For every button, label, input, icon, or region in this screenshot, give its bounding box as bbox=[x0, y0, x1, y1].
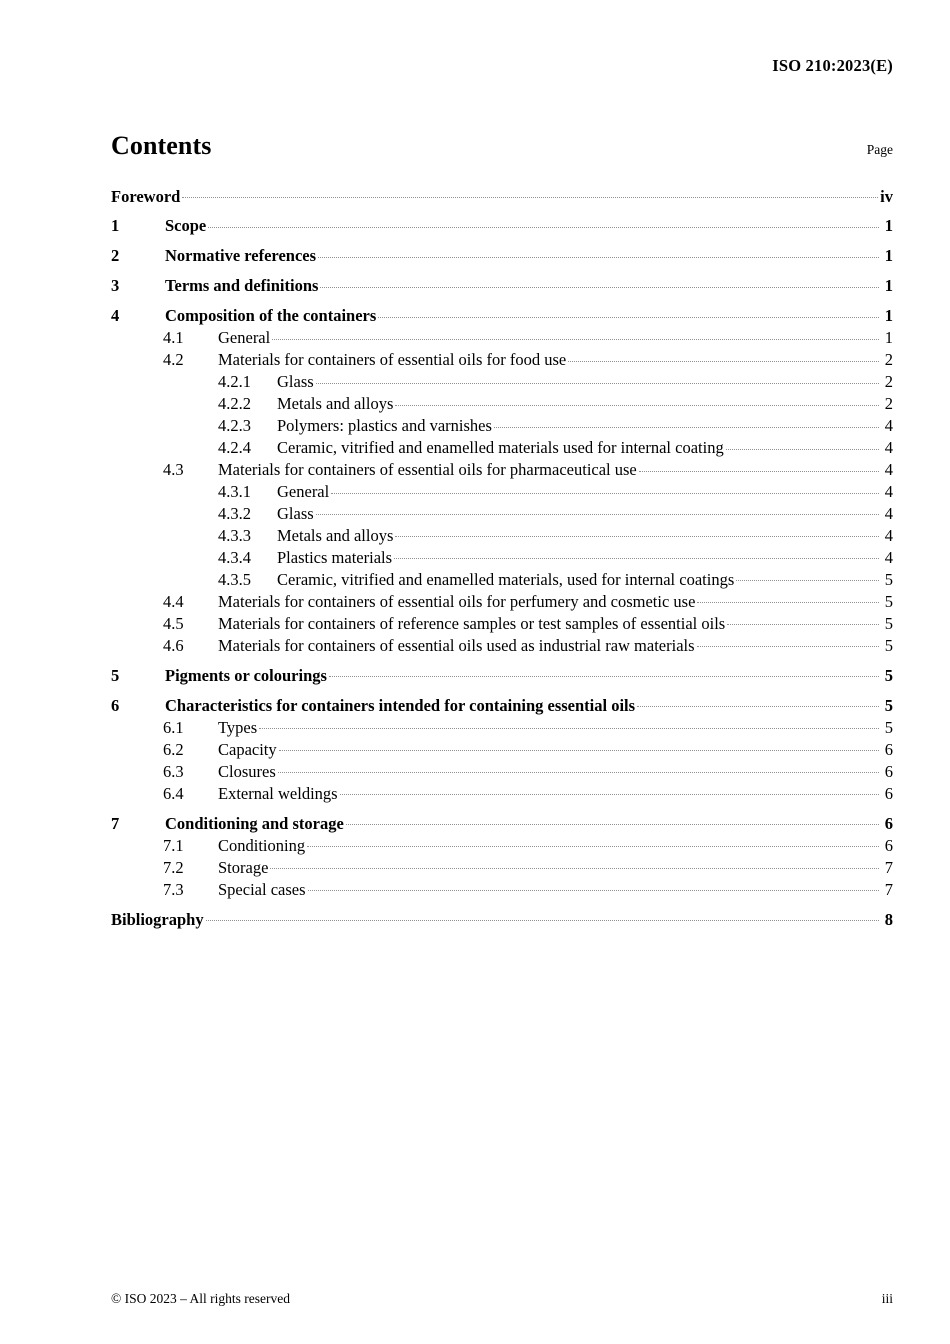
toc-entry-number: 6.3 bbox=[163, 761, 184, 781]
toc-entry[interactable] bbox=[111, 812, 893, 833]
toc-entry-number: 7.1 bbox=[163, 835, 184, 855]
toc-entry[interactable] bbox=[111, 245, 893, 266]
toc-entry[interactable] bbox=[111, 525, 893, 546]
toc-entry[interactable] bbox=[111, 393, 893, 414]
toc-leader-dots bbox=[308, 878, 879, 895]
toc-leader-dots bbox=[272, 327, 879, 344]
toc-entry[interactable] bbox=[111, 415, 893, 436]
toc-entry-number: 6.1 bbox=[163, 717, 184, 737]
toc-leader-dots bbox=[378, 305, 879, 322]
toc-entry-number: 4 bbox=[111, 306, 120, 326]
toc-leader-dots bbox=[346, 812, 879, 829]
toc-entry-page-number: 1 bbox=[884, 328, 893, 348]
toc-entry-page-number: 2 bbox=[884, 394, 893, 414]
toc-entry-label: Materials for containers of essential oils for perfumery and cosmetic use bbox=[218, 591, 696, 611]
toc-entry-page-number: 4 bbox=[884, 548, 893, 568]
toc-entry[interactable] bbox=[111, 371, 893, 392]
toc-entry-number: 7.2 bbox=[163, 857, 184, 877]
toc-entry-label: General bbox=[277, 482, 330, 502]
toc-leader-dots bbox=[340, 782, 879, 799]
running-header-standard-ref: ISO 210:2023(E) bbox=[772, 56, 893, 75]
toc-entry-label: Plastics materials bbox=[277, 548, 393, 568]
toc-entry-number: 6 bbox=[111, 695, 120, 715]
toc-entry[interactable] bbox=[111, 569, 893, 590]
toc-entry-number: 4.6 bbox=[163, 635, 184, 655]
toc-entry-number: 4.2.4 bbox=[218, 438, 251, 458]
page-column-label: Page bbox=[866, 142, 893, 157]
toc-entry[interactable] bbox=[111, 908, 893, 929]
toc-entry[interactable] bbox=[111, 760, 893, 781]
toc-entry-number: 4.2.2 bbox=[218, 394, 251, 414]
toc-entry-page-number: 2 bbox=[884, 350, 893, 370]
toc-entry-number: 4.2 bbox=[163, 350, 184, 370]
toc-entry-number: 4.1 bbox=[163, 328, 184, 348]
toc-entry-label: Conditioning bbox=[218, 835, 306, 855]
toc-entry-page-number: 4 bbox=[884, 526, 893, 546]
toc-entry-number: 7.3 bbox=[163, 879, 184, 899]
toc-entry[interactable] bbox=[111, 856, 893, 877]
toc-entry[interactable] bbox=[111, 503, 893, 524]
toc-entry-label: Materials for containers of essential oils for pharmaceutical use bbox=[218, 460, 637, 480]
copyright-notice: © ISO 2023 – All rights reserved bbox=[111, 1291, 290, 1306]
toc-entry[interactable] bbox=[111, 694, 893, 715]
toc-leader-dots bbox=[395, 525, 879, 542]
toc-entry-label: Ceramic, vitrified and enamelled materials, used for internal coatings bbox=[277, 570, 735, 589]
toc-entry[interactable] bbox=[111, 327, 893, 348]
toc-entry-label: Storage bbox=[218, 857, 269, 877]
toc-leader-dots bbox=[270, 856, 879, 873]
toc-leader-dots bbox=[639, 459, 879, 476]
toc-entry-number: 1 bbox=[111, 216, 120, 236]
toc-entry-number: 4.3.2 bbox=[218, 504, 251, 524]
toc-entry[interactable] bbox=[111, 275, 893, 296]
toc-leader-dots bbox=[736, 569, 879, 586]
toc-leader-dots bbox=[394, 547, 879, 564]
toc-entry-page-number: 4 bbox=[884, 482, 893, 502]
table-of-contents bbox=[111, 185, 893, 929]
toc-entry-page-number: 1 bbox=[884, 246, 893, 266]
toc-entry-page-number: 5 bbox=[884, 717, 893, 737]
toc-entry-number: 6.4 bbox=[163, 783, 184, 803]
toc-entry-number: 3 bbox=[111, 276, 120, 296]
toc-entry-number: 4.3.4 bbox=[218, 548, 251, 568]
toc-entry-number: 5 bbox=[111, 665, 120, 685]
toc-entry[interactable] bbox=[111, 349, 893, 370]
toc-entry-label: Metals and alloys bbox=[277, 526, 394, 546]
toc-entry-label: Special cases bbox=[218, 879, 306, 899]
toc-leader-dots bbox=[278, 760, 879, 777]
toc-entry-label: Ceramic, vitrified and enamelled materials used for internal coating bbox=[277, 438, 724, 458]
toc-leader-dots bbox=[637, 694, 879, 711]
toc-entry-label: Materials for containers of essential oils used as industrial raw materials bbox=[218, 635, 695, 655]
toc-leader-dots bbox=[182, 185, 878, 202]
toc-leader-dots bbox=[316, 503, 879, 520]
toc-entry-page-number: 4 bbox=[884, 416, 893, 436]
toc-entry[interactable] bbox=[111, 590, 893, 611]
toc-entry-label: Materials for containers of reference samples or test samples of essential oils bbox=[218, 613, 726, 633]
toc-entry-label: Conditioning and storage bbox=[165, 813, 344, 833]
toc-entry-page-number: 5 bbox=[884, 613, 893, 633]
toc-leader-dots bbox=[494, 415, 879, 432]
toc-entry-number: 4.2.1 bbox=[218, 372, 251, 392]
toc-entry[interactable] bbox=[111, 547, 893, 568]
toc-entry[interactable] bbox=[111, 459, 893, 480]
toc-entry-page-number: 5 bbox=[884, 695, 893, 715]
toc-entry-page-number: 5 bbox=[884, 570, 893, 589]
toc-entry-page-number: 4 bbox=[884, 438, 893, 458]
toc-entry-label: Glass bbox=[277, 372, 314, 392]
toc-entry-number: 4.3.1 bbox=[218, 482, 251, 502]
toc-leader-dots bbox=[307, 834, 879, 851]
toc-entry[interactable] bbox=[111, 782, 893, 803]
toc-entry-page-number: 6 bbox=[884, 813, 893, 833]
toc-entry-page-number: 7 bbox=[884, 857, 893, 877]
toc-leader-dots bbox=[726, 437, 879, 454]
toc-entry-label: Composition of the containers bbox=[165, 306, 377, 326]
toc-entry-page-number: 5 bbox=[884, 665, 893, 685]
toc-entry[interactable] bbox=[111, 834, 893, 855]
toc-entry-number: 4.3.3 bbox=[218, 526, 251, 546]
toc-entry-label: Glass bbox=[277, 504, 314, 524]
toc-leader-dots bbox=[727, 612, 879, 629]
toc-entry-page-number: 6 bbox=[884, 739, 893, 759]
toc-entry-label: External weldings bbox=[218, 783, 338, 803]
toc-entry-number: 4.5 bbox=[163, 613, 184, 633]
toc-entry[interactable] bbox=[111, 437, 893, 458]
toc-leader-dots bbox=[568, 349, 879, 366]
toc-entry-page-number: 1 bbox=[884, 306, 893, 326]
toc-entry-label: Bibliography bbox=[111, 909, 204, 929]
toc-entry-label: Polymers: plastics and varnishes bbox=[277, 416, 492, 436]
toc-entry[interactable] bbox=[111, 185, 893, 206]
toc-entry-label: General bbox=[218, 328, 271, 348]
toc-entry[interactable] bbox=[111, 305, 893, 326]
toc-entry-label: Foreword bbox=[111, 186, 181, 206]
toc-leader-dots bbox=[329, 664, 879, 681]
toc-entry-page-number: iv bbox=[880, 186, 893, 206]
toc-entry-number: 4.3 bbox=[163, 460, 184, 480]
toc-leader-dots bbox=[279, 738, 879, 755]
toc-entry-label: Closures bbox=[218, 761, 276, 781]
toc-leader-dots bbox=[395, 393, 879, 410]
toc-entry-label: Characteristics for containers intended for containing essential oils bbox=[165, 695, 636, 715]
toc-leader-dots bbox=[316, 371, 879, 388]
toc-entry[interactable] bbox=[111, 716, 893, 737]
toc-entry-page-number: 5 bbox=[884, 591, 893, 611]
toc-entry-page-number: 4 bbox=[884, 460, 893, 480]
toc-leader-dots bbox=[320, 275, 879, 292]
toc-entry-page-number: 1 bbox=[884, 276, 893, 296]
toc-leader-dots bbox=[208, 215, 879, 232]
page-footer bbox=[111, 1291, 893, 1307]
toc-entry-label: Pigments or colourings bbox=[165, 665, 327, 685]
page-folio: iii bbox=[881, 1291, 893, 1306]
toc-entry[interactable] bbox=[111, 215, 893, 236]
toc-entry-number: 2 bbox=[111, 246, 120, 266]
toc-entry-number: 7 bbox=[111, 813, 120, 833]
toc-entry[interactable] bbox=[111, 664, 893, 685]
toc-entry-number: 4.2.3 bbox=[218, 416, 251, 436]
toc-entry-page-number: 6 bbox=[884, 835, 893, 855]
toc-entry-page-number: 8 bbox=[884, 909, 893, 929]
toc-entry-page-number: 5 bbox=[884, 635, 893, 655]
toc-entry-number: 6.2 bbox=[163, 739, 184, 759]
toc-leader-dots bbox=[206, 908, 879, 925]
toc-entry-label: Normative references bbox=[165, 246, 317, 266]
toc-entry-page-number: 7 bbox=[884, 879, 893, 899]
toc-entry-label: Terms and definitions bbox=[165, 276, 319, 296]
toc-entry-label: Types bbox=[218, 717, 258, 737]
toc-entry[interactable] bbox=[111, 481, 893, 502]
toc-entry[interactable] bbox=[111, 878, 893, 899]
toc-entry-page-number: 6 bbox=[884, 783, 893, 803]
toc-entry[interactable] bbox=[111, 634, 893, 655]
toc-leader-dots bbox=[318, 245, 879, 262]
toc-entry-label: Capacity bbox=[218, 739, 277, 759]
toc-leader-dots bbox=[331, 481, 879, 498]
toc-leader-dots bbox=[697, 634, 879, 651]
toc-entry[interactable] bbox=[111, 612, 893, 633]
toc-entry-label: Materials for containers of essential oils for food use bbox=[218, 350, 567, 370]
toc-entry-label: Metals and alloys bbox=[277, 394, 394, 414]
toc-entry-number: 4.4 bbox=[163, 591, 184, 611]
toc-entry-label: Scope bbox=[165, 216, 207, 236]
page-title: Contents bbox=[111, 131, 212, 160]
toc-entry-number: 4.3.5 bbox=[218, 570, 251, 589]
toc-entry-page-number: 2 bbox=[884, 372, 893, 392]
toc-entry-page-number: 6 bbox=[884, 761, 893, 781]
toc-leader-dots bbox=[259, 716, 879, 733]
toc-entry[interactable] bbox=[111, 738, 893, 759]
toc-entry-page-number: 1 bbox=[884, 216, 893, 236]
toc-entry-page-number: 4 bbox=[884, 504, 893, 524]
contents-title-row bbox=[111, 131, 893, 161]
toc-leader-dots bbox=[697, 590, 879, 607]
